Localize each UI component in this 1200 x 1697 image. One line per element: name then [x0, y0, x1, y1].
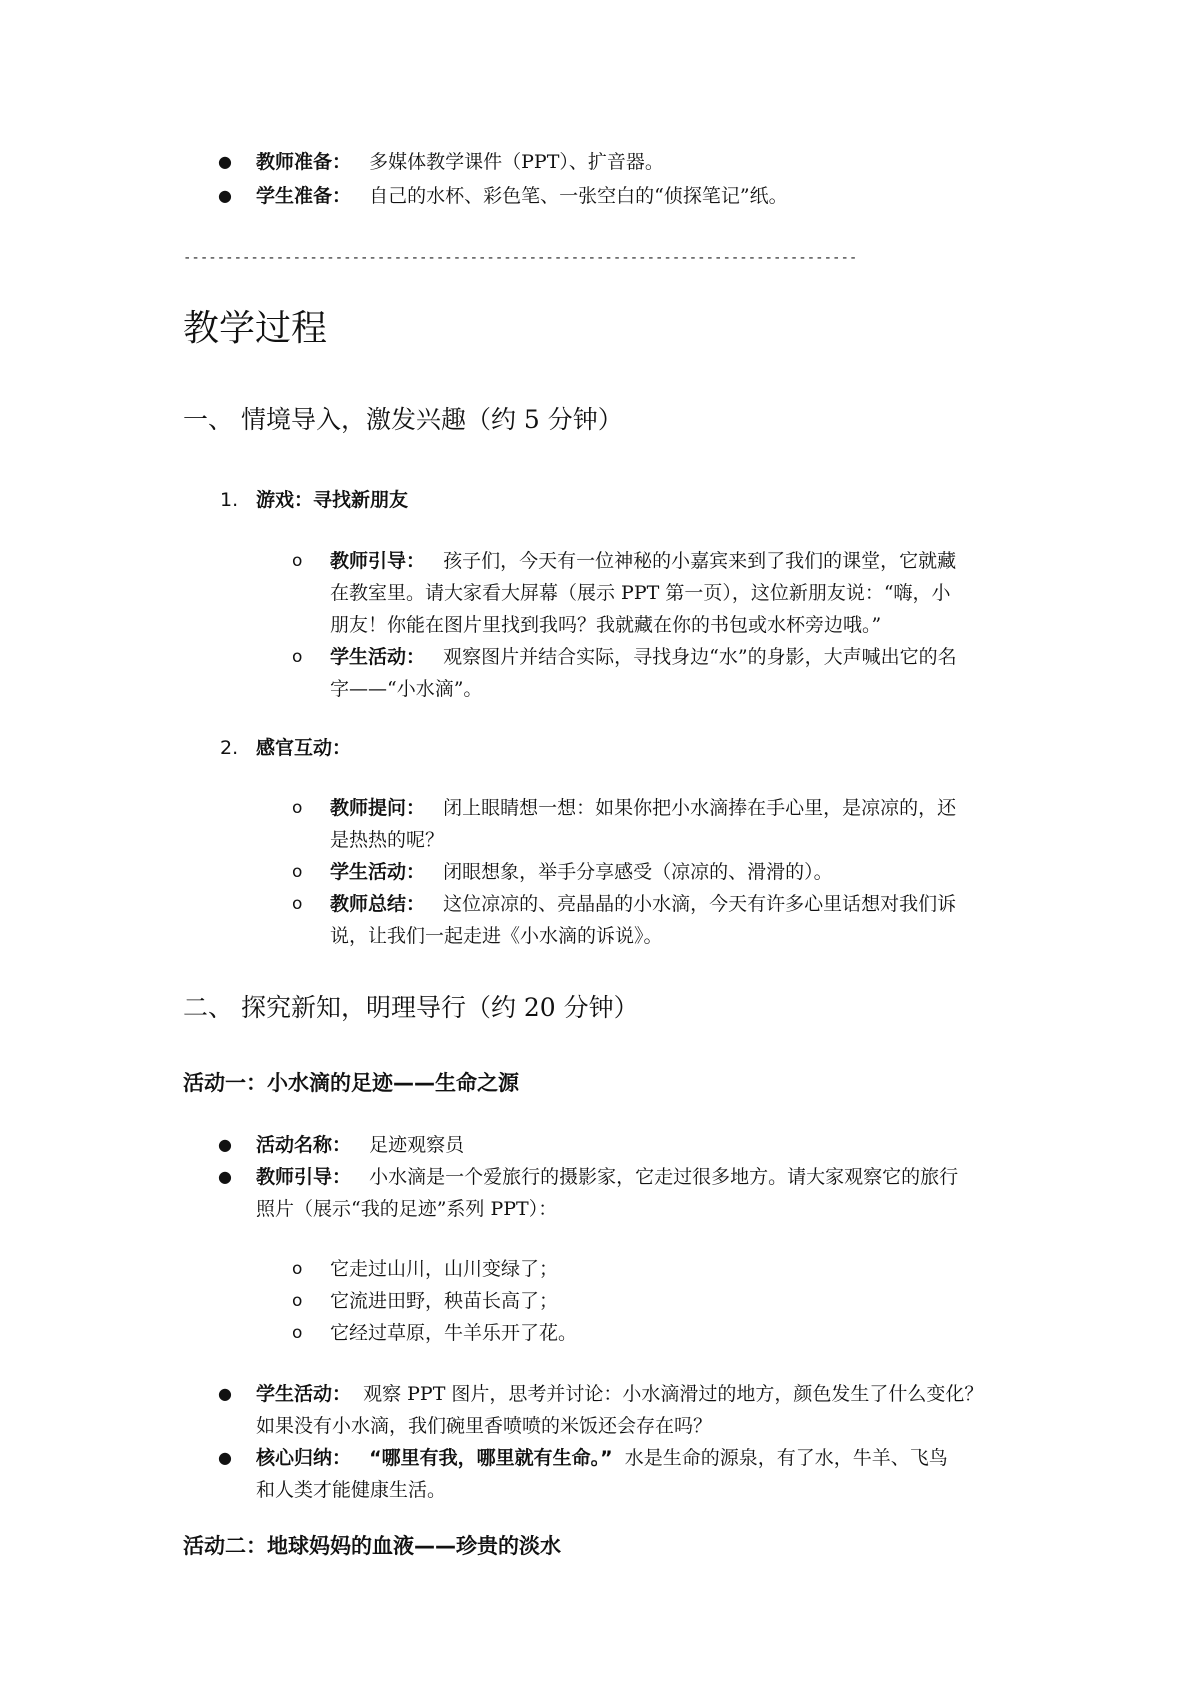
- bullet-icon: ●: [218, 1167, 232, 1186]
- circle-bullet-icon: o: [292, 862, 303, 882]
- item2-a-line2: 是热热的呢？: [330, 829, 445, 851]
- circle-bullet-icon: o: [292, 551, 303, 571]
- item2-a-line1: 教师提问： 闭上眼睛想一想：如果你把小水滴捧在手心里，是凉凉的，还: [330, 797, 957, 819]
- activity1-sub1: 它走过山川，山川变绿了；: [330, 1258, 559, 1280]
- item1-a-line2: 在教室里。请大家看大屏幕（展示 PPT 第一页），这位新朋友说：“嗨，小: [330, 582, 951, 604]
- bullet-icon: ●: [218, 1384, 232, 1403]
- activity1-core-line2: 和人类才能健康生活。: [256, 1479, 447, 1501]
- activity1-core-line1: 核心归纳： “哪里有我，哪里就有生命。” 水是生命的源泉，有了水，牛羊、飞鸟: [256, 1447, 948, 1469]
- section2-title: 二、 探究新知，明理导行（约 20 分钟）: [183, 993, 639, 1022]
- activity1-sub3: 它经过草原，牛羊乐开了花。: [330, 1322, 578, 1344]
- main-title: 教学过程: [183, 308, 328, 349]
- activity1-name: 活动名称： 足迹观察员: [256, 1134, 465, 1156]
- bullet-icon: ●: [218, 152, 232, 171]
- activity2-title: 活动二：地球妈妈的血液——珍贵的淡水: [183, 1534, 561, 1558]
- item1-b-line2: 字——“小水滴”。: [330, 678, 483, 700]
- activity1-sub2: 它流进田野，秧苗长高了；: [330, 1290, 559, 1312]
- prep-teacher-label: 教师准备：: [256, 151, 352, 173]
- bullet-icon: ●: [218, 1448, 232, 1467]
- item1-b-line1: 学生活动： 观察图片并结合实际，寻找身边“水”的身影，大声喊出它的名: [330, 646, 957, 668]
- item1-number: 1.: [220, 489, 239, 511]
- activity1-guide-line2: 照片（展示“我的足迹”系列 PPT）：: [256, 1198, 558, 1220]
- item2-c-line1: 教师总结： 这位凉凉的、亮晶晶的小水滴，今天有许多心里话想对我们诉: [330, 893, 957, 915]
- divider-line: --------------------------------------------------------------------------------: [183, 250, 858, 266]
- activity1-title: 活动一：小水滴的足迹——生命之源: [183, 1071, 519, 1095]
- item2-title: 感官互动：: [256, 737, 352, 759]
- prep-student-label: 学生准备：: [256, 185, 352, 207]
- prep-teacher: [256, 146, 664, 178]
- circle-bullet-icon: o: [292, 1323, 303, 1343]
- circle-bullet-icon: o: [292, 894, 303, 914]
- circle-bullet-icon: o: [292, 1291, 303, 1311]
- activity1-student-line2: 如果没有小水滴，我们碗里香喷喷的米饭还会存在吗？: [256, 1415, 713, 1437]
- item1-title: 游戏：寻找新朋友: [256, 489, 409, 511]
- item2-number: 2.: [220, 737, 239, 759]
- item2-b-line1: 学生活动： 闭眼想象，举手分享感受（凉凉的、滑滑的）。: [330, 861, 833, 883]
- circle-bullet-icon: o: [292, 647, 303, 667]
- circle-bullet-icon: o: [292, 798, 303, 818]
- item2-c-line2: 说，让我们一起走进《小水滴的诉说》。: [330, 925, 663, 947]
- activity1-student-line1: 学生活动： 观察 PPT 图片，思考并讨论：小水滴滑过的地方，颜色发生了什么变化？: [256, 1383, 984, 1405]
- item1-a-line3: 朋友！你能在图片里找到我吗？我就藏在你的书包或水杯旁边哦。”: [330, 614, 882, 636]
- prep-teacher-text: 多媒体教学课件（PPT）、扩音器。: [369, 151, 664, 173]
- prep-student: [256, 180, 788, 212]
- activity1-guide-line1: 教师引导： 小水滴是一个爱旅行的摄影家，它走过很多地方。请大家观察它的旅行: [256, 1166, 959, 1188]
- prep-student-text: 自己的水杯、彩色笔、一张空白的“侦探笔记”纸。: [369, 185, 788, 207]
- bullet-icon: ●: [218, 186, 232, 205]
- bullet-icon: ●: [218, 1135, 232, 1154]
- section1-title: 一、 情境导入，激发兴趣（约 5 分钟）: [183, 405, 623, 434]
- item1-a-line1: 教师引导： 孩子们，今天有一位神秘的小嘉宾来到了我们的课堂，它就藏: [330, 550, 957, 572]
- circle-bullet-icon: o: [292, 1259, 303, 1279]
